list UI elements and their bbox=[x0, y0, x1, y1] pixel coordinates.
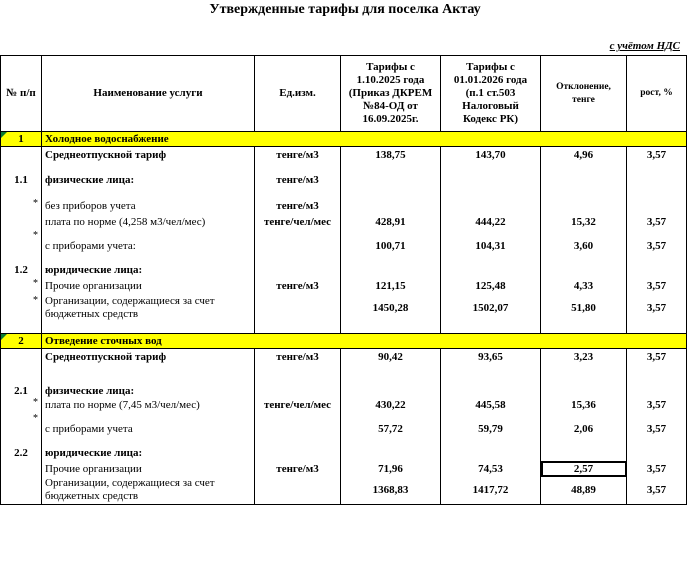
table-row: плата по норме (4,258 м3/чел/мес) тенге/чел/мес 428,91 444,22 15,32 3,57 bbox=[1, 214, 687, 230]
section-num: 1 bbox=[18, 133, 24, 145]
table-row: 1.1 физические лица: тенге/м3 bbox=[1, 163, 687, 198]
cell-corner-icon bbox=[1, 334, 7, 340]
table-row: Среднеотпускной тариф тенге/м3 138,75 143,70 4,96 3,57 bbox=[1, 147, 687, 163]
header-tariff-2025: Тарифы с 1.10.2025 года (Приказ ДКРЕМ №84-ОД от 16.09.2025г. bbox=[341, 56, 441, 132]
table-row: * с приборами учета: 100,71 104,31 3,60 3,57 bbox=[1, 230, 687, 262]
table-row: Организации, содержащиеся за счет бюджетных средств 1368,83 1417,72 48,89 3,57 bbox=[1, 477, 687, 505]
table-row: * плата по норме (7,45 м3/чел/мес) тенге/чел/мес 430,22 445,58 15,36 3,57 bbox=[1, 397, 687, 413]
header-row bbox=[1, 56, 687, 132]
section-row-sewer: 2 Отведение сточных вод bbox=[1, 334, 687, 349]
table-row: Среднеотпускной тариф тенге/м3 90,42 93,65 3,23 3,57 bbox=[1, 349, 687, 365]
section-name: Отведение сточных вод bbox=[42, 334, 687, 349]
header-service: Наименование услуги bbox=[42, 56, 255, 132]
table-row: * без приборов учета тенге/м3 bbox=[1, 198, 687, 214]
header-deviation: Отклонение, тенге bbox=[541, 56, 627, 132]
header-unit: Ед.изм. bbox=[255, 56, 341, 132]
table-row: 2.1 физические лица: bbox=[1, 365, 687, 397]
table-row: 1.2 юридические лица: bbox=[1, 262, 687, 278]
tariff-table bbox=[0, 55, 687, 505]
table-row: * Организации, содержащиеся за счет бюджетных средств 1450,28 1502,07 51,80 3,57 bbox=[1, 294, 687, 322]
section-row-water bbox=[1, 132, 687, 147]
table-row: * с приборами учета 57,72 59,79 2,06 3,57 bbox=[1, 413, 687, 445]
table-row: * Прочие организации тенге/м3 121,15 125,48 4,33 3,57 bbox=[1, 278, 687, 294]
page-title: Утвержденные тарифы для поселка Актау bbox=[209, 2, 481, 17]
header-num: № п/п bbox=[1, 56, 42, 132]
section-name: Холодное водоснабжение bbox=[42, 132, 687, 147]
spacer-row bbox=[1, 322, 687, 334]
header-tariff-2026: Тарифы с 01.01.2026 года (п.1 ст.503 Налоговый Кодекс РК) bbox=[441, 56, 541, 132]
table-row: 2.2 юридические лица: bbox=[1, 445, 687, 461]
table-row: Прочие организации тенге/м3 71,96 74,53 2,57 3,57 bbox=[1, 461, 687, 477]
selected-cell[interactable]: 2,57 bbox=[541, 461, 627, 477]
cell-corner-icon bbox=[1, 132, 7, 138]
header-growth: рост, % bbox=[627, 56, 687, 132]
vat-note: с учётом НДС bbox=[609, 40, 680, 52]
